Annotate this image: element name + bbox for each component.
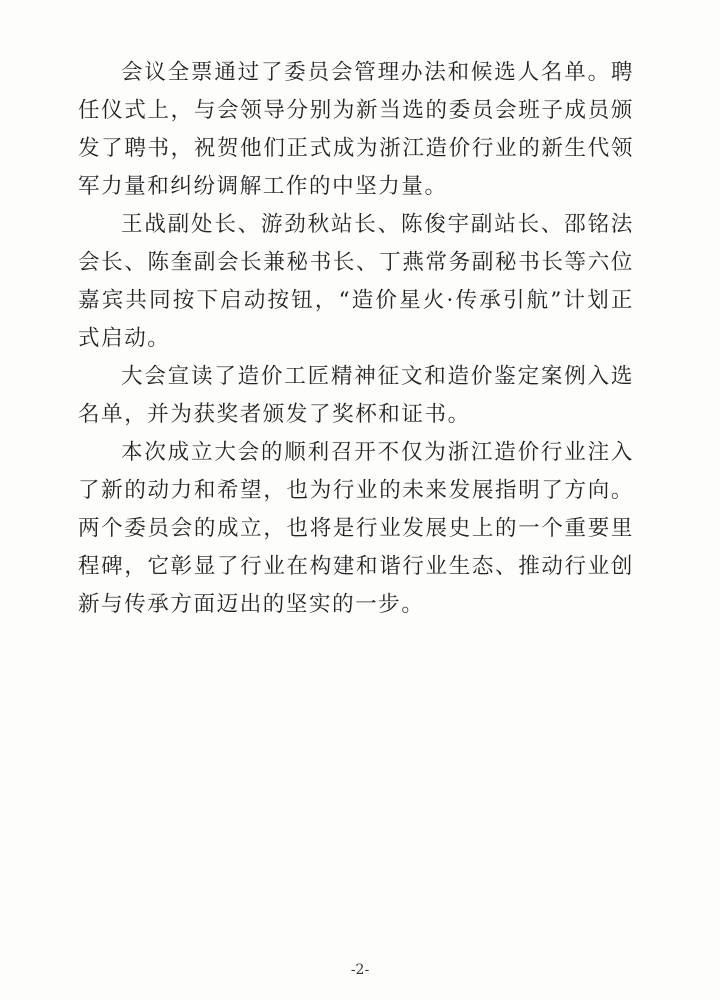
- paragraph-conclusion: 本次成立大会的顺利召开不仅为浙江造价行业注入了新的动力和希望，也为行业的未来发展指明了方向。两个委员会的成立，也将是行业发展史上的一个重要里程碑，它彰显了行业在构建和谐行业生态、推动行业创新与传承方面迈出的坚实的一步。: [78, 440, 634, 617]
- paragraph-awards: 大会宣读了造价工匠精神征文和造价鉴定案例入选名单，并为获奖者颁发了奖杯和证书。: [78, 364, 634, 427]
- paragraph-appointment: 会议全票通过了委员会管理办法和候选人名单。聘任仪式上，与会领导分别为新当选的委员会班子成员颁发了聘书，祝贺他们正式成为浙江造价行业的新生代领军力量和纠纷调解工作的中坚力量。: [78, 60, 634, 199]
- paragraph-launch: 王战副处长、游劲秋站长、陈俊宇副站长、邵铭法会长、陈奎副会长兼秘书长、丁燕常务副秘书长等六位嘉宾共同按下启动按钮，“造价星火·传承引航”计划正式启动。: [78, 212, 634, 351]
- page-number: -2-: [350, 962, 370, 978]
- document-body: [78, 54, 634, 624]
